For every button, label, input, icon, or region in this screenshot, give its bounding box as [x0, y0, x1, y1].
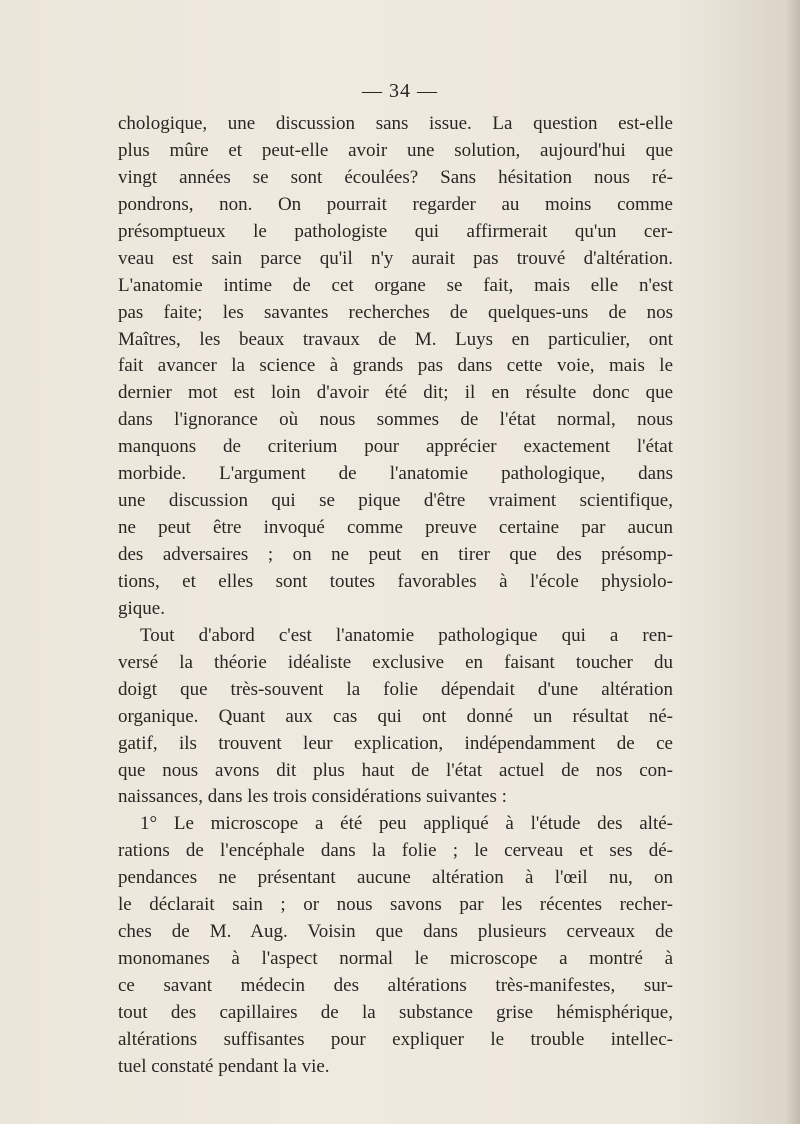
- text-line: Maîtres, les beaux travaux de M. Luys en particulier, ont: [118, 328, 673, 350]
- text-line: pondrons, non. On pourrait regarder au moins comme: [118, 193, 673, 215]
- text-line: morbide. L'argument de l'anatomie pathologique, dans: [118, 463, 673, 485]
- text-line: doigt que très-souvent la folie dépendait d'une altération: [118, 678, 673, 700]
- text-line: organique. Quant aux cas qui ont donné un résultat né-: [118, 705, 673, 727]
- text-line: L'anatomie intime de cet organe se fait, mais elle n'est: [118, 274, 673, 296]
- text-line: altérations suffisantes pour expliquer le trouble intellec-: [118, 1028, 673, 1050]
- text-line: tions, et elles sont toutes favorables à l'école physiolo-: [118, 570, 673, 592]
- text-line: dans l'ignorance où nous sommes de l'état normal, nous: [118, 409, 673, 431]
- text-line: ne peut être invoqué comme preuve certaine par aucun: [118, 517, 673, 539]
- text-line: chologique, une discussion sans issue. La question est-elle: [118, 113, 673, 134]
- text-line: une discussion qui se pique d'être vraiment scientifique,: [118, 490, 673, 512]
- text-line: ches de M. Aug. Voisin que dans plusieurs cerveaux de: [118, 921, 673, 943]
- text-line: présomptueux le pathologiste qui affirmerait qu'un cer-: [118, 220, 673, 242]
- text-line: des adversaires ; on ne peut en tirer que des présomp-: [118, 544, 673, 565]
- text-line: naissances, dans les trois considérations suivantes :: [118, 786, 507, 808]
- page-number: — 34 —: [362, 80, 438, 102]
- body-text: [118, 111, 673, 1081]
- text-line: fait avancer la science à grands pas dans cette voie, mais le: [118, 355, 673, 377]
- text-line: gatif, ils trouvent leur explication, indépendamment de ce: [118, 732, 673, 754]
- text-line: pas faite; les savantes recherches de quelques-uns de nos: [118, 301, 673, 323]
- text-line: ce savant médecin des altérations très-manifestes, sur-: [118, 975, 673, 996]
- text-line: Tout d'abord c'est l'anatomie pathologique qui a ren-: [140, 624, 673, 646]
- text-line: vingt années se sont écoulées? Sans hésitation nous ré-: [118, 166, 673, 188]
- text-line: le déclarait sain ; or nous savons par les récentes recher-: [118, 894, 673, 916]
- text-line: monomanes à l'aspect normal le microscope a montré à: [118, 948, 673, 970]
- text-line: rations de l'encéphale dans la folie ; le cerveau et ses dé-: [118, 840, 673, 862]
- text-line: tuel constaté pendant la vie.: [118, 1055, 330, 1077]
- page-edge-shadow: [786, 0, 800, 1124]
- text-line: 1° Le microscope a été peu appliqué à l'étude des alté-: [140, 813, 673, 835]
- text-line: plus mûre et peut-elle avoir une solution, aujourd'hui que: [118, 139, 673, 161]
- text-line: pendances ne présentant aucune altération à l'œil nu, on: [118, 867, 673, 889]
- text-line: versé la théorie idéaliste exclusive en faisant toucher du: [118, 651, 673, 673]
- text-line: que nous avons dit plus haut de l'état actuel de nos con-: [118, 759, 673, 781]
- text-line: tout des capillaires de la substance grise hémisphérique,: [118, 1001, 673, 1023]
- text-line: veau est sain parce qu'il n'y aurait pas trouvé d'altération.: [118, 247, 673, 269]
- text-line: gique.: [118, 597, 165, 619]
- text-line: manquons de criterium pour apprécier exactement l'état: [118, 436, 673, 458]
- text-line: dernier mot est loin d'avoir été dit; il en résulte donc que: [118, 382, 673, 404]
